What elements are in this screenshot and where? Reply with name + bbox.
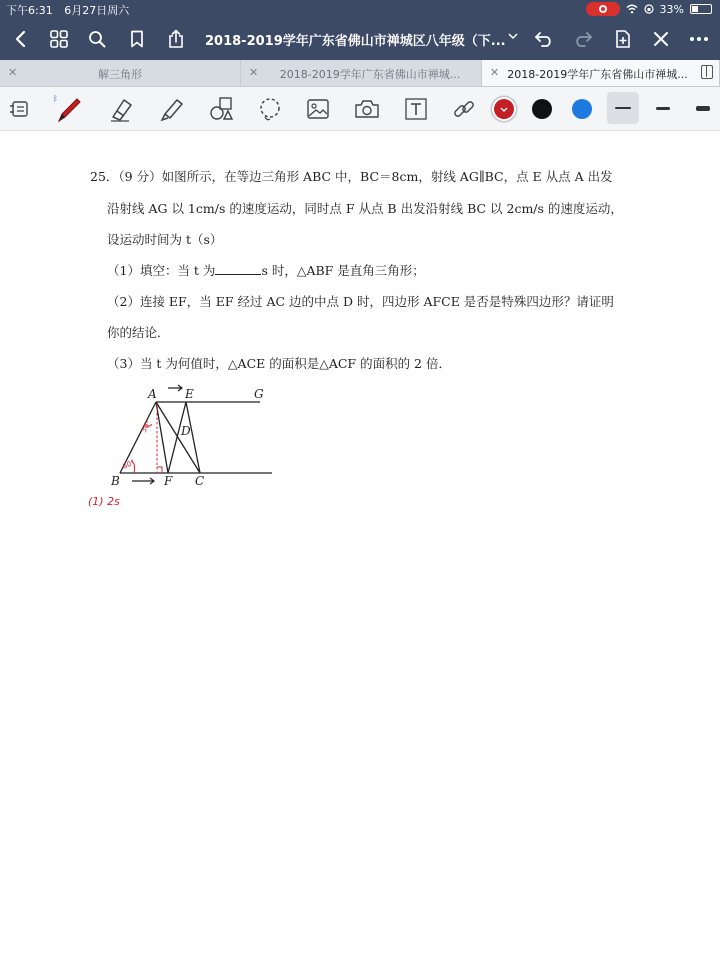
stroke-width-medium[interactable] [647,92,679,124]
share-icon[interactable] [163,26,189,52]
text-icon[interactable] [402,95,430,123]
part1-suffix: s 时，△ABF 是直角三角形； [261,263,425,278]
label-a: A [148,387,157,401]
tab-label: 2018-2019学年广东省佛山市禅城... [279,68,461,81]
tab-close-icon[interactable]: ✕ [8,66,18,79]
camera-icon[interactable] [353,95,381,123]
arrow-f [132,478,154,484]
stroke-width-thick[interactable] [687,92,719,124]
tab-label: 2018-2019学年广东省佛山市禅城... [507,68,688,81]
document-page[interactable] [0,131,720,960]
annotation-toolbar [0,87,720,131]
tab-2[interactable] [241,60,482,86]
svg-text:ᛒ: ᛒ [53,94,58,103]
part1-prefix: （1）填空：当 t 为 [107,263,216,278]
label-e: E [185,387,194,401]
right-angle-mark [157,467,162,473]
image-icon[interactable] [304,95,332,123]
annotation-angle-bottom: 60° [121,458,137,471]
battery-icon [690,4,712,14]
highlighter-icon[interactable] [158,95,186,123]
color-swatch-red[interactable] [494,99,514,119]
color-swatch-black[interactable] [532,99,552,119]
question-line-2: 沿射线 AG 以 1cm/s 的速度运动，同时点 F 从点 B 出发沿射线 BC 以 2cm/s 的速度运动， [107,201,623,216]
tab-3[interactable] [482,60,720,86]
status-time: 下午6:31 [6,4,53,17]
label-d: D [181,424,191,438]
label-f: F [164,474,173,488]
redo-icon[interactable] [570,26,596,52]
grid-icon[interactable] [46,26,72,52]
stroke-width-thin[interactable] [607,92,639,124]
color-swatch-blue[interactable] [572,99,592,119]
link-icon[interactable] [450,95,478,123]
wifi-icon [626,4,638,14]
question-line-1: 25．（9 分）如图所示，在等边三角形 ABC 中，BC＝8cm，射线 AG∥BC，点 E 从点 A 出发 [90,169,613,184]
status-bar [0,0,720,18]
back-icon[interactable] [8,26,34,52]
eraser-icon[interactable] [108,95,136,123]
chevron-down-icon [494,99,514,119]
question-part-2-line-1: （2）连接 EF，当 EF 经过 AC 边的中点 D 时，四边形 AFCE 是否是特殊四边形？请证明 [107,294,614,309]
tab-close-icon[interactable]: ✕ [490,66,500,79]
battery-percent: 33% [659,2,684,16]
add-page-icon[interactable] [610,26,636,52]
question-part-2-line-2: 你的结论． [107,325,170,340]
label-g: G [254,387,264,401]
question-part-3: （3）当 t 为何值时，△ACE 的面积是△ACF 的面积的 2 倍． [107,356,451,371]
search-icon[interactable] [84,26,110,52]
arrow-e [168,385,182,391]
bookmark-icon[interactable] [124,26,150,52]
split-view-icon[interactable] [701,65,713,79]
document-title[interactable]: 2018-2019学年广东省佛山市禅城区八年级（下... [205,34,506,49]
nav-bar [0,18,720,60]
status-date: 6月27日周六 [64,4,130,17]
question-part-1 [107,261,425,279]
orientation-lock-icon [644,4,654,14]
handwritten-answer: (1) 2s [88,495,120,508]
close-icon[interactable] [648,26,674,52]
screen-record-icon[interactable] [586,2,620,16]
annotation-angle-top: 30° [139,419,153,434]
undo-icon[interactable] [531,26,557,52]
tab-close-icon[interactable]: ✕ [249,66,259,79]
read-mode-icon[interactable] [6,95,34,123]
lasso-icon[interactable] [256,95,284,123]
geometry-figure [100,381,290,496]
tab-label: 解三角形 [98,68,142,81]
question-line-3: 设运动时间为 t（s） [107,232,223,247]
pen-icon[interactable] [55,95,83,123]
tab-bar [0,60,720,87]
chevron-down-icon[interactable] [508,30,518,43]
tab-1[interactable] [0,60,241,86]
more-icon[interactable] [686,26,712,52]
label-c: C [195,474,205,488]
answer-blank [215,264,261,275]
label-b: B [111,474,120,488]
shapes-icon[interactable] [207,95,235,123]
